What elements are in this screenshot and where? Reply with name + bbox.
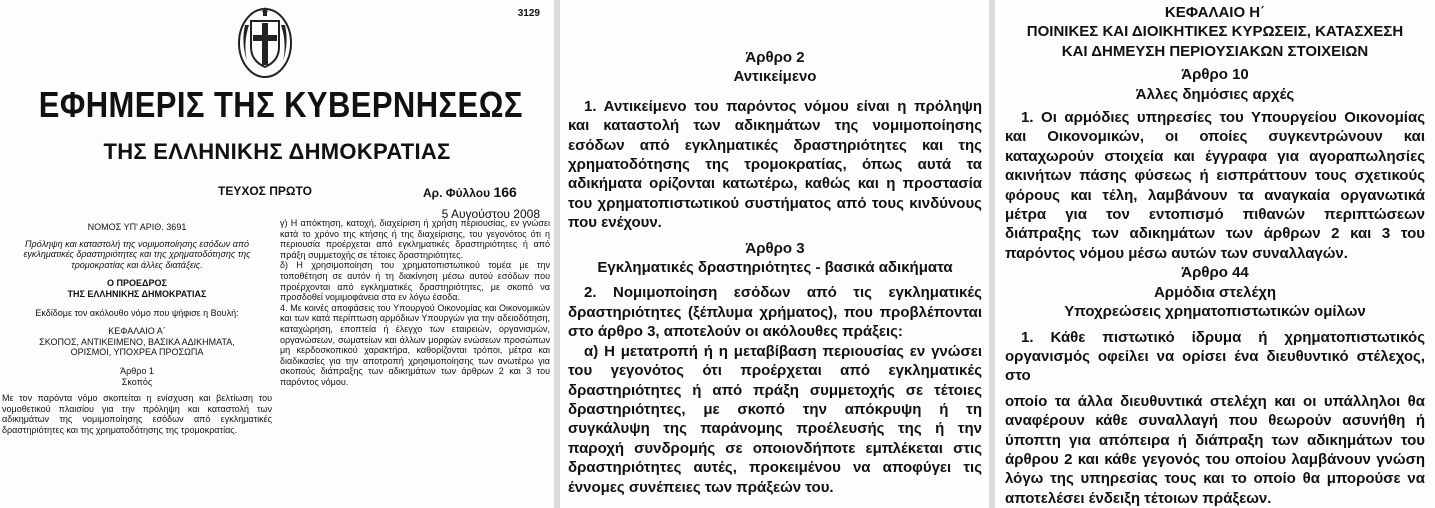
text-column-left — [2, 218, 272, 436]
chapter-subheading-line2: ΟΡΙΣΜΟΙ, ΥΠΟΧΡΕΑ ΠΡΟΣΩΠΑ — [70, 347, 204, 358]
sheet-number-value: 166 — [493, 184, 517, 200]
excerpt-articles-10-44 — [995, 0, 1435, 508]
sheet-number-label: Αρ. Φύλλου — [423, 186, 491, 200]
articles-2-3-text — [568, 48, 982, 497]
article-44-subheading-2: Υποχρεώσεις χρηματοπιστωτικών ομίλων — [1064, 303, 1366, 321]
article-44-heading: Άρθρο 44 — [1181, 264, 1249, 282]
article-10-heading: Άρθρο 10 — [1181, 66, 1249, 84]
law-summary: Πρόληψη και καταστολή της νομιμοποίησης εσόδων από εγκληματικές δραστηριότητες και της χρηματοδότησης της τρομοκρατίας και άλλες διατάξεις. — [23, 238, 251, 270]
article-44-paragraph-1: 1. Κάθε πιστωτικό ίδρυμα ή χρηματοπιστωτικός οργανισμός οφείλει να ορίσει ένα διευθυντικό στέλεχος, στο — [1005, 328, 1425, 385]
gazette-subtitle: ΤΗΣ ΕΛΛΗΝΙΚΗΣ ΔΗΜΟΚΡΑΤΙΑΣ — [103, 139, 451, 164]
article-3-subheading: Εγκληματικές δραστηριότητες - βασικά αδικήματα — [597, 259, 953, 277]
article-1-text: Με τον παρόντα νόμο σκοπείται η ενίσχυση και βελτίωση του νομοθετικού πλαισίου για την πρόληψη και καταστολή των αδικημάτων της νομιμοποίησης εσόδων από εγκληματικές δραστηριότητες και της χρηματοδότησης της τρομοκρατίας. — [2, 393, 272, 435]
law-number-heading: ΝΟΜΟΣ ΥΠ' ΑΡΙΘ. 3691 — [87, 222, 187, 232]
article-2-subheading: Αντικείμενο — [733, 68, 817, 86]
text-column-right — [280, 218, 550, 388]
chapter-h-subheading-line2: ΚΑΙ ΔΗΜΕΥΣΗ ΠΕΡΙΟΥΣΙΑΚΩΝ ΣΤΟΙΧΕΙΩΝ — [1061, 42, 1369, 60]
article-10-subheading: Άλλες δημόσιες αρχές — [1135, 85, 1295, 103]
article-44-subheading: Αρμόδια στελέχη — [1153, 283, 1277, 301]
article-1-subheading: Σκοπός — [121, 376, 153, 387]
article-10-text: 1. Οι αρμόδιες υπηρεσίες του Υπουργείου Οικονομίας και Οικονομικών, οι οποίες συγκεντρώνουν και καταχωρούν στοιχεία και έγγραφα για αγοραπωλησίες ακινήτων πάσης φύσεως ή εισπράττουν τους σχετικούς φόρους και τέλη, λαμβάνουν τα αναγκαία οργανωτικά μέτρα για τον εντοπισμό πιθανών περιπτώσεων διάπραξης των αδικημάτων των άρθρων 2 και 3 του παρόντος νόμου μέσω αυτών των συναλλαγών. — [1005, 109, 1425, 262]
articles-10-44-text — [1005, 3, 1425, 508]
excerpt-articles-2-3 — [560, 0, 989, 508]
chapter-subheading-line1: ΣΚΟΠΟΣ, ΑΝΤΙΚΕΙΜΕΝΟ, ΒΑΣΙΚΑ ΑΔΙΚΗΜΑΤΑ, — [39, 336, 235, 347]
gazette-front-page — [0, 0, 554, 508]
issue-date: 5 Αυγούστου 2008 — [441, 207, 540, 221]
chapter-heading: ΚΕΦΑΛΑΙΟ Α΄ — [108, 326, 166, 337]
article-2-text: 1. Αντικείμενο του παρόντος νόμου είναι η πρόληψη και καταστολή των αδικημάτων της νομιμοποίησης εσόδων από εγκληματικές δραστηριότητες και της χρηματοδότησης της τρομοκρατίας, όπως αυτά τα αδικήματα ορίζονται κατωτέρω, καθώς και η προστασία του χρηματοπιστωτικού συστήματος από τους κινδύνους που ενέχουν. — [568, 97, 982, 232]
article-3-paragraph-a: α) Η μετατροπή ή η μεταβίβαση περιουσίας εν γνώσει του γεγονότος ότι προέρχεται από εγκληματικές δραστηριότητες ή από πράξη συμμετοχής σε τέτοιες δραστηριότητες, με σκοπό την απόκρυψη ή τη συγκάλυψη της παράνομης προέλευσής της ή την παροχή συνδρομής σε οποιονδήποτε εμπλέκεται στις δραστηριότητες αυτές, προκειμένου να αποφύγει τις έννομες συνέπειες των πράξεών του. — [568, 342, 982, 496]
article-2-heading: Άρθρο 2 — [745, 49, 805, 66]
chapter-h-subheading-line1: ΠΟΙΝΙΚΕΣ ΚΑΙ ΔΙΟΙΚΗΤΙΚΕΣ ΚΥΡΩΣΕΙΣ, ΚΑΤΑΣΧΕΣΗ — [1026, 23, 1404, 41]
page-number: 3129 — [517, 8, 540, 19]
paragraph-c: γ) Η απόκτηση, κατοχή, διαχείριση ή χρήση περιουσίας, εν γνώσει κατά το χρόνο της κτήσης ή της διαχείρισης, του γεγονότος ότι η περιουσία προέρχεται από εγκληματικές δραστηριότητες ή από πράξη συμμετοχής σε τέτοιες δραστηριότητες. — [280, 218, 550, 260]
greek-coat-of-arms-emblem — [237, 3, 293, 79]
sheet-number — [423, 184, 517, 200]
issue-type: ΤΕΥΧΟΣ ΠΡΩΤΟ — [218, 184, 312, 198]
chapter-h-heading: ΚΕΦΑΛΑΙΟ Η΄ — [1164, 4, 1266, 21]
paragraph-4: 4. Με κοινές αποφάσεις του Υπουργού Οικονομίας και Οικονομικών και των κατά περίπτωση αρμόδιων Υπουργών για την αδειοδότηση, καταχώρηση, εποπτεία ή έλεγχο των εταιρειών, οργανισμών, οργανώσεων, σωματείων και άλλων μορφών ενώσεων προσώπων μη κερδοσκοπικού χαρακτήρα, καθορίζονται τρόποι, μέτρα και διαδικασίες για την αποτροπή χρησιμοποίησης των ανωτέρω για σκοπούς διάπραξης των αδικημάτων των άρθρων 2 και 3 του παρόντος νόμου. — [280, 302, 550, 387]
president-heading-line1: Ο ΠΡΟΕΔΡΟΣ — [107, 278, 167, 289]
president-heading-line2: ΤΗΣ ΕΛΛΗΝΙΚΗΣ ΔΗΜΟΚΡΑΤΙΑΣ — [67, 288, 207, 299]
article-1-heading: Άρθρο 1 — [120, 365, 154, 376]
article-3-paragraph-2: 2. Νομιμοποίηση εσόδων από τις εγκληματικές δραστηριότητες (ξέπλυμα χρήματος), που προβλέπονται στο άρθρο 3, αποτελούν οι ακόλουθες πράξεις: — [568, 284, 982, 341]
promulgation-text: Εκδίδομε τον ακόλουθο νόμο που ψήφισε η Βουλή: — [35, 307, 239, 318]
article-44-paragraph-1-continued: οποίο τα άλλα διευθυντικά στελέχη και οι υπάλληλοι θα αναφέρουν κάθε συναλλαγή που θεωρούν ασυνήθη ή ύποπτη για απόπειρα ή διάπραξη των αδικημάτων του άρθρου 2 και κάθε γεγονός του οποίου λαμβάνουν γνώση λόγω της υπηρεσίας τους και το οποίο θα μπορούσε να αποτελέσει ένδειξη τέτοιων πράξεων. — [1005, 392, 1425, 507]
gazette-title: ΕΦΗΜΕΡΙΣ ΤΗΣ ΚΥΒΕΡΝΗΣΕΩΣ — [38, 84, 523, 125]
article-3-heading: Άρθρο 3 — [745, 239, 805, 257]
paragraph-d: δ) Η χρησιμοποίηση του χρηματοπιστωτικού τομέα με την τοποθέτηση σε αυτόν ή τη διακίνηση μέσω αυτού εσόδων που προέρχονται από εγκληματικές δραστηριότητες, με σκοπό να προσδοθεί νομιμοφάνεια στα εν λόγω έσοδα. — [280, 260, 550, 303]
